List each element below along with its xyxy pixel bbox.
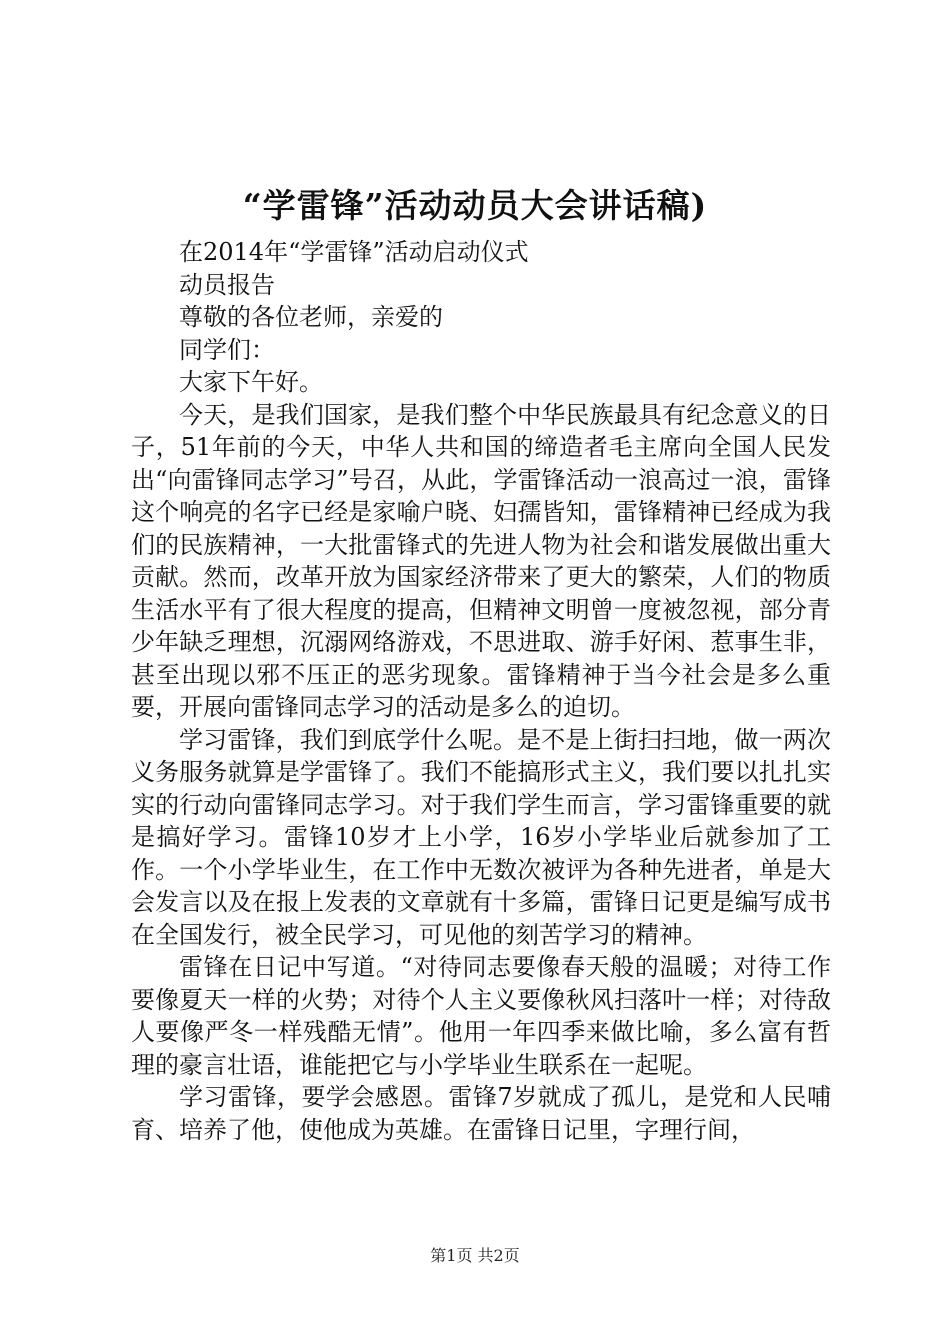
document-title: “学雷锋”活动动员大会讲话稿)	[242, 186, 708, 225]
document-body	[131, 236, 831, 1146]
subtitle-line: 在2014年“学雷锋”活动启动仪式	[179, 238, 529, 266]
body-paragraph: 学习雷锋，要学会感恩。雷锋7岁就成了孤儿，是党和人民哺育、培养了他，使他成为英雄。在雷锋日记里，字理行间，	[131, 1083, 831, 1144]
subtitle-line: 动员报告	[179, 270, 275, 299]
salutation-line: 尊敬的各位老师，亲爱的	[179, 303, 443, 331]
body-paragraph: 学习雷锋，我们到底学什么呢。是不是上街扫扫地，做一两次义务服务就算是学雷锋了。我们不能搞形式主义，我们要以扎扎实实的行动向雷锋同志学习。对于我们学生而言，学习雷锋重要的就是搞好学习。雷锋10岁才上小学，16岁小学毕业后就参加了工作。一个小学毕业生，在工作中无数次被评为各种先进者，单是大会发言以及在报上发表的文章就有十多篇，雷锋日记更是编写成书在全国发行，被全民学习，可见他的刻苦学习的精神。	[131, 725, 831, 949]
body-paragraph: 雷锋在日记中写道。“对待同志要像春天般的温暖；对待工作要像夏天一样的火势；对待个人主义要像秋风扫落叶一样；对待敌人要像严冬一样残酷无情”。他用一年四季来做比喻，多么富有哲理的豪言壮语，谁能把它与小学毕业生联系在一起呢。	[131, 953, 831, 1079]
body-paragraph: 今天，是我们国家，是我们整个中华民族最具有纪念意义的日子，51年前的今天，中华人共和国的缔造者毛主席向全国人民发出“向雷锋同志学习”号召，从此，学雷锋活动一浪高过一浪，雷锋这个响亮的名字已经是家喻户晓、妇孺皆知，雷锋精神已经成为我们的民族精神，一大批雷锋式的先进人物为社会和谐发展做出重大贡献。然而，改革开放为国家经济带来了更大的繁荣，人们的物质生活水平有了很大程度的提高，但精神文明曾一度被忽视，部分青少年缺乏理想，沉溺网络游戏，不思进取、游手好闲、惹事生非，甚至出现以邪不压正的恶劣现象。雷锋精神于当今社会是多么重要，开展向雷锋同志学习的活动是多么的迫切。	[131, 400, 831, 721]
salutation-line: 同学们：	[179, 335, 275, 364]
greeting-line: 大家下午好。	[179, 368, 323, 396]
page-number-footer: 第1页 共2页	[430, 1246, 520, 1265]
